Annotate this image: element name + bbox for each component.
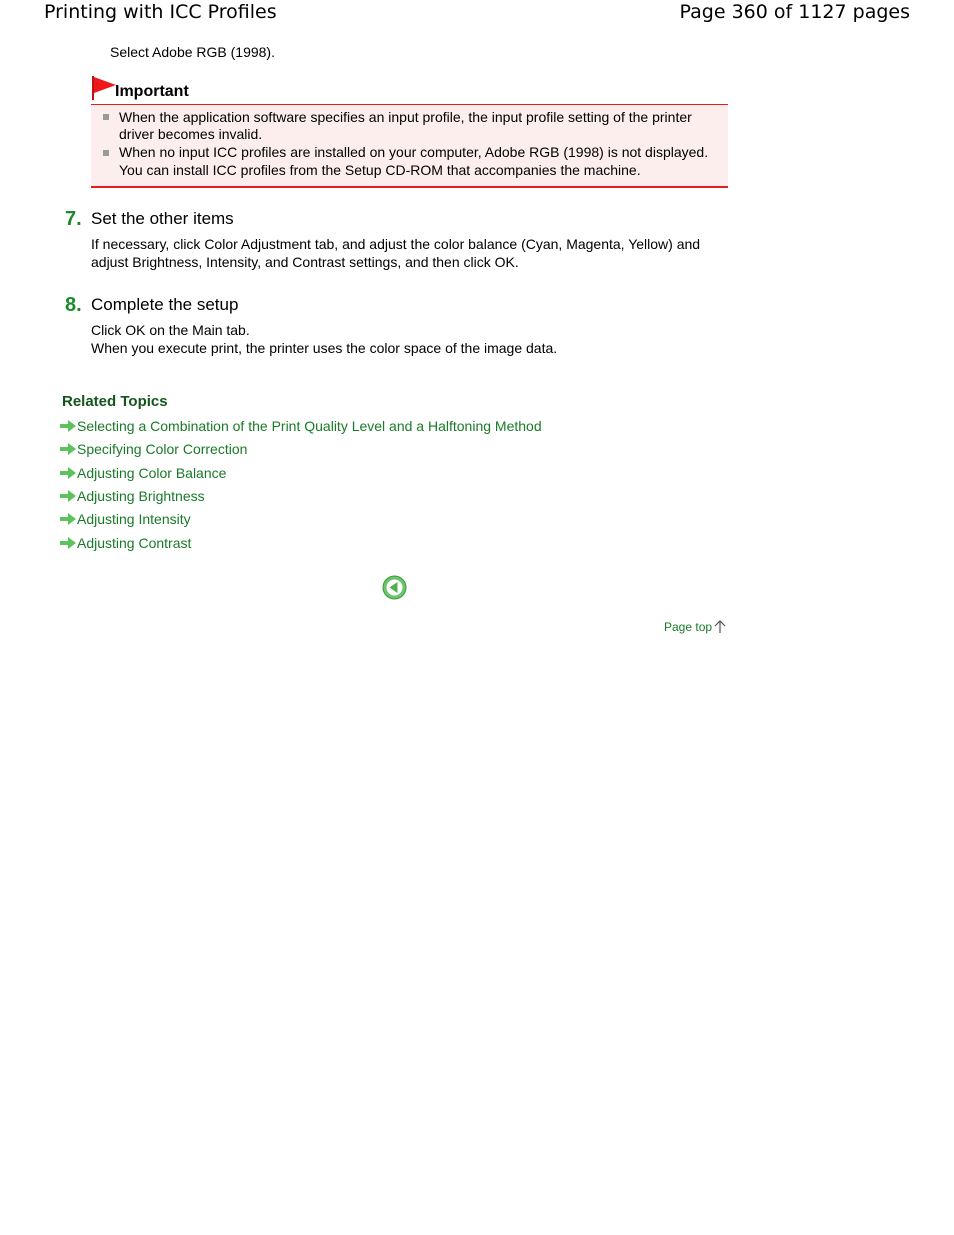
- bullet-icon: [103, 150, 109, 156]
- related-link-text[interactable]: Adjusting Contrast: [77, 535, 192, 551]
- related-link-text[interactable]: Adjusting Brightness: [77, 488, 205, 504]
- intro-text: Select Adobe RGB (1998).: [110, 44, 275, 60]
- step-title: Set the other items: [91, 209, 234, 228]
- step-title: Complete the setup: [91, 295, 239, 314]
- step-text: adjust Brightness, Intensity, and Contrast settings, and then click OK.: [91, 254, 519, 270]
- red-flag-icon: [91, 76, 117, 100]
- page-title: Printing with ICC Profiles: [44, 1, 277, 23]
- green-arrow-right-icon: [60, 443, 76, 455]
- related-link-text[interactable]: Adjusting Color Balance: [77, 465, 227, 481]
- related-topics-heading: Related Topics: [62, 393, 168, 410]
- important-item-1-line-1: When the application software specifies an input profile, the input profile setting of the printer: [119, 109, 692, 125]
- step-number: 8.: [65, 294, 82, 316]
- green-arrow-right-icon: [60, 513, 76, 525]
- related-link-text[interactable]: Adjusting Intensity: [77, 511, 191, 527]
- back-arrow-circle-icon[interactable]: [382, 575, 407, 600]
- step-text: Click OK on the Main tab.: [91, 322, 250, 338]
- green-arrow-right-icon: [60, 467, 76, 479]
- green-arrow-right-icon: [60, 490, 76, 502]
- page-top-link[interactable]: Page top: [664, 620, 713, 634]
- green-arrow-right-icon: [60, 537, 76, 549]
- related-link-text[interactable]: Selecting a Combination of the Print Quality Level and a Halftoning Method: [77, 418, 542, 434]
- step-number: 7.: [65, 208, 82, 230]
- step-text: If necessary, click Color Adjustment tab, and adjust the color balance (Cyan, Magenta, Yellow) and: [91, 236, 701, 252]
- up-arrow-icon[interactable]: [714, 620, 726, 634]
- important-item-2-line-1: When no input ICC profiles are installed on your computer, Adobe RGB (1998) is not displayed.: [119, 144, 709, 160]
- important-item-2-line-2: You can install ICC profiles from the Setup CD-ROM that accompanies the machine.: [119, 162, 641, 178]
- bullet-icon: [103, 114, 109, 120]
- page-counter: Page 360 of 1127 pages: [679, 1, 910, 23]
- related-link-text[interactable]: Specifying Color Correction: [77, 441, 248, 457]
- step-text: When you execute print, the printer uses the color space of the image data.: [91, 340, 558, 356]
- important-item-1-line-2: driver becomes invalid.: [119, 126, 263, 142]
- green-arrow-right-icon: [60, 420, 76, 432]
- important-title: Important: [115, 83, 189, 100]
